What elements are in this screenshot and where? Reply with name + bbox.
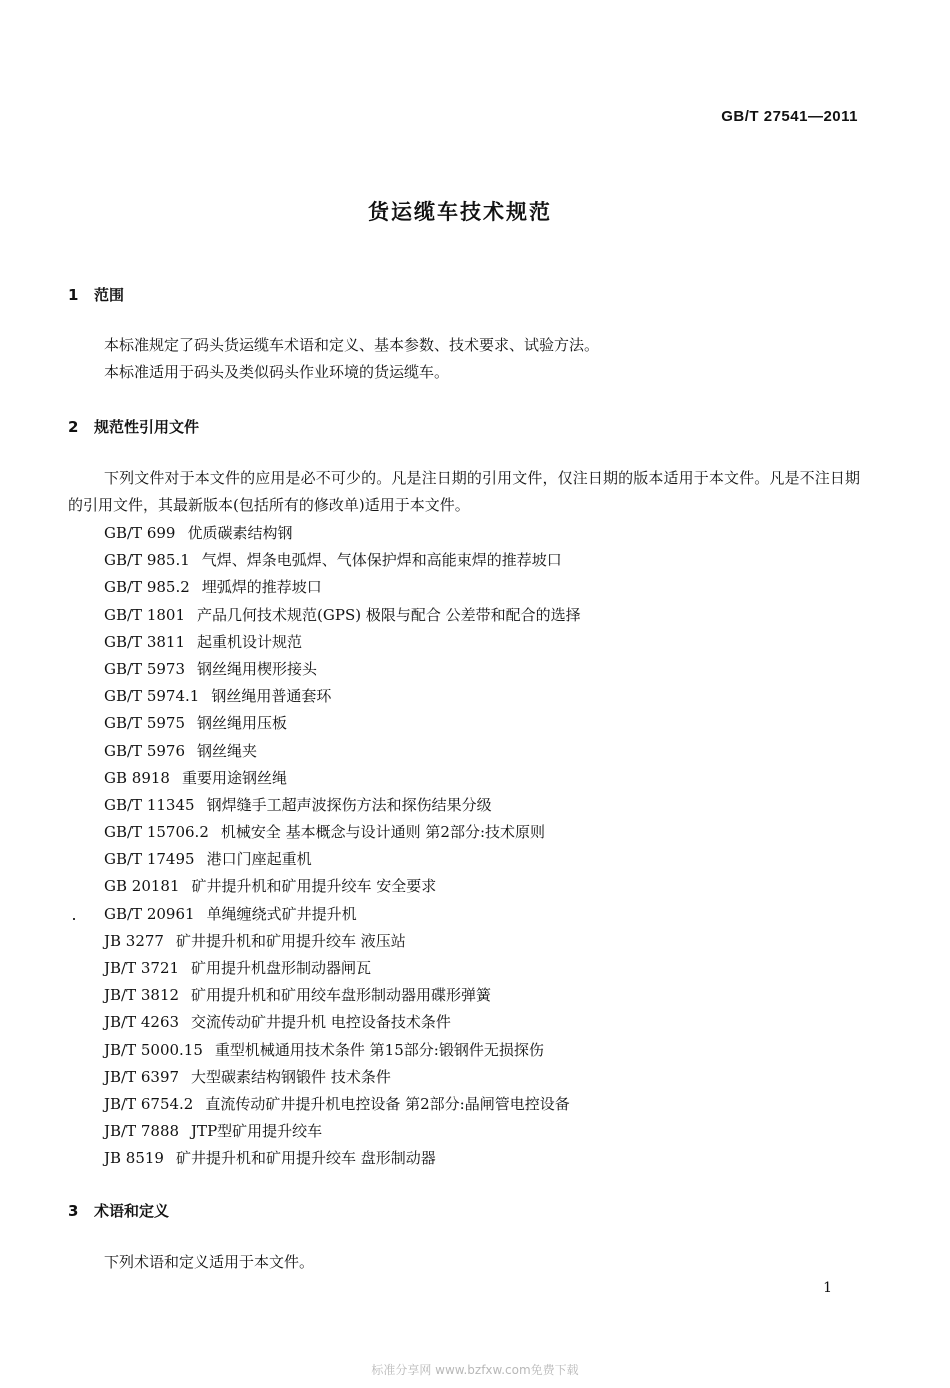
reference-item: [104, 656, 581, 683]
reference-code: JB/T 4263: [104, 1013, 180, 1032]
reference-name: 大型碳素结构钢锻件 技术条件: [191, 1067, 391, 1086]
scan-artifact-dot: [73, 918, 75, 920]
reference-name: 直流传动矿井提升机电控设备 第2部分:晶闸管电控设备: [205, 1094, 570, 1113]
section-number: 1: [68, 286, 79, 304]
reference-code: GB/T 15706.2: [104, 823, 209, 842]
reference-code: GB/T 11345: [104, 795, 195, 814]
reference-item: [104, 1118, 581, 1145]
reference-code: GB/T 5974.1: [104, 687, 200, 706]
reference-code: GB/T 699: [104, 524, 176, 542]
section-1-body: [68, 332, 860, 386]
reference-code: GB/T 5973: [104, 659, 186, 678]
reference-item: [104, 520, 581, 547]
reference-name: 矿井提升机和矿用提升绞车 安全要求: [191, 877, 437, 896]
reference-name: 起重机设计规范: [197, 632, 303, 651]
reference-item: [104, 629, 581, 656]
reference-code: GB/T 17495: [104, 850, 195, 869]
reference-code: JB/T 6397: [104, 1067, 180, 1086]
reference-item: [104, 982, 581, 1009]
section-number: 2: [68, 418, 79, 436]
reference-item: [104, 819, 581, 846]
reference-item: [104, 710, 581, 737]
paragraph: 下列术语和定义适用于本文件。: [104, 1253, 315, 1271]
reference-name: 单绳缠绕式矿井提升机: [206, 904, 357, 923]
reference-item: [104, 1064, 581, 1091]
reference-item: [104, 955, 581, 982]
reference-code: GB/T 985.1: [104, 551, 190, 570]
reference-name: 矿井提升机和矿用提升绞车 液压站: [175, 931, 406, 950]
section-1-heading: [68, 284, 124, 305]
section-title: 术语和定义: [94, 1202, 170, 1220]
reference-name: 钢丝绳用压板: [197, 714, 288, 733]
reference-code: GB/T 985.2: [104, 578, 190, 597]
reference-item: [104, 738, 581, 765]
reference-code: JB 3277: [104, 931, 164, 950]
paragraph: 下列文件对于本文件的应用是必不可少的。凡是注日期的引用文件，仅注日期的版本适用于本文件。凡是不注日期的引用文件，其最新版本(包括所有的修改单)适用于本文件。: [68, 469, 860, 514]
section-2-intro: [68, 465, 860, 519]
reference-code: JB/T 3721: [104, 959, 180, 977]
reference-item: [104, 602, 581, 629]
reference-code: GB/T 5975: [104, 714, 186, 733]
reference-code: GB 20181: [104, 877, 180, 896]
section-title: 规范性引用文件: [94, 418, 200, 436]
reference-item: [104, 873, 581, 900]
reference-name: JTP型矿用提升绞车: [191, 1122, 323, 1141]
section-number: 3: [68, 1202, 79, 1220]
reference-code: GB/T 1801: [104, 605, 186, 624]
reference-name: 矿用提升机盘形制动器闸瓦: [191, 959, 372, 977]
reference-item: [104, 683, 581, 710]
reference-list: [104, 520, 581, 1173]
paragraph: 本标准适用于码头及类似码头作业环境的货运缆车。: [104, 363, 450, 381]
reference-item: [104, 792, 581, 819]
reference-code: GB 8918: [104, 768, 170, 787]
reference-name: 气焊、焊条电弧焊、气体保护焊和高能束焊的推荐坡口: [201, 551, 562, 570]
reference-item: [104, 1091, 581, 1118]
reference-item: [104, 1009, 581, 1036]
standard-code: GB/T 27541—2011: [721, 108, 858, 125]
reference-name: 钢丝绳用普通套环: [211, 687, 332, 706]
reference-name: 机械安全 基本概念与设计通则 第2部分:技术原则: [220, 823, 546, 842]
reference-name: 矿用提升机和矿用绞车盘形制动器用碟形弹簧: [191, 986, 492, 1005]
section-3-heading: [68, 1200, 169, 1221]
reference-code: JB/T 6754.2: [104, 1094, 194, 1113]
reference-item: [104, 846, 581, 873]
section-3-body: [68, 1249, 860, 1276]
paragraph: 本标准规定了码头货运缆车术语和定义、基本参数、技术要求、试验方法。: [104, 336, 600, 354]
reference-item: [104, 765, 581, 792]
reference-name: 重型机械通用技术条件 第15部分:锻钢件无损探伤: [214, 1040, 544, 1059]
reference-code: JB 8519: [104, 1149, 164, 1168]
reference-name: 埋弧焊的推荐坡口: [201, 578, 322, 597]
reference-code: GB/T 5976: [104, 741, 186, 760]
reference-item: [104, 1145, 581, 1172]
reference-name: 优质碳素结构钢: [187, 524, 293, 542]
reference-name: 钢焊缝手工超声波探伤方法和探伤结果分级: [206, 795, 492, 814]
reference-name: 钢丝绳用楔形接头: [197, 659, 318, 678]
reference-name: 矿井提升机和矿用提升绞车 盘形制动器: [175, 1149, 436, 1168]
reference-name: 港口门座起重机: [206, 850, 312, 869]
reference-item: [104, 928, 581, 955]
page-number: 1: [823, 1280, 832, 1296]
reference-name: 产品几何技术规范(GPS) 极限与配合 公差带和配合的选择: [197, 605, 581, 624]
reference-code: GB/T 20961: [104, 904, 195, 923]
document-title: 货运缆车技术规范: [368, 200, 552, 224]
reference-name: 钢丝绳夹: [197, 741, 258, 760]
reference-code: JB/T 5000.15: [104, 1040, 203, 1059]
reference-code: JB/T 7888: [104, 1122, 180, 1141]
reference-item: [104, 574, 581, 601]
section-2-heading: [68, 416, 199, 437]
reference-name: 交流传动矿井提升机 电控设备技术条件: [191, 1013, 451, 1032]
reference-item: [104, 1037, 581, 1064]
reference-code: GB/T 3811: [104, 632, 186, 651]
reference-code: JB/T 3812: [104, 986, 180, 1005]
section-title: 范围: [94, 286, 125, 304]
watermark-footer: 标准分享网 www.bzfxw.com免费下载: [371, 1363, 579, 1377]
reference-item: [104, 547, 581, 574]
reference-item: [104, 901, 581, 928]
reference-name: 重要用途钢丝绳: [181, 768, 287, 787]
